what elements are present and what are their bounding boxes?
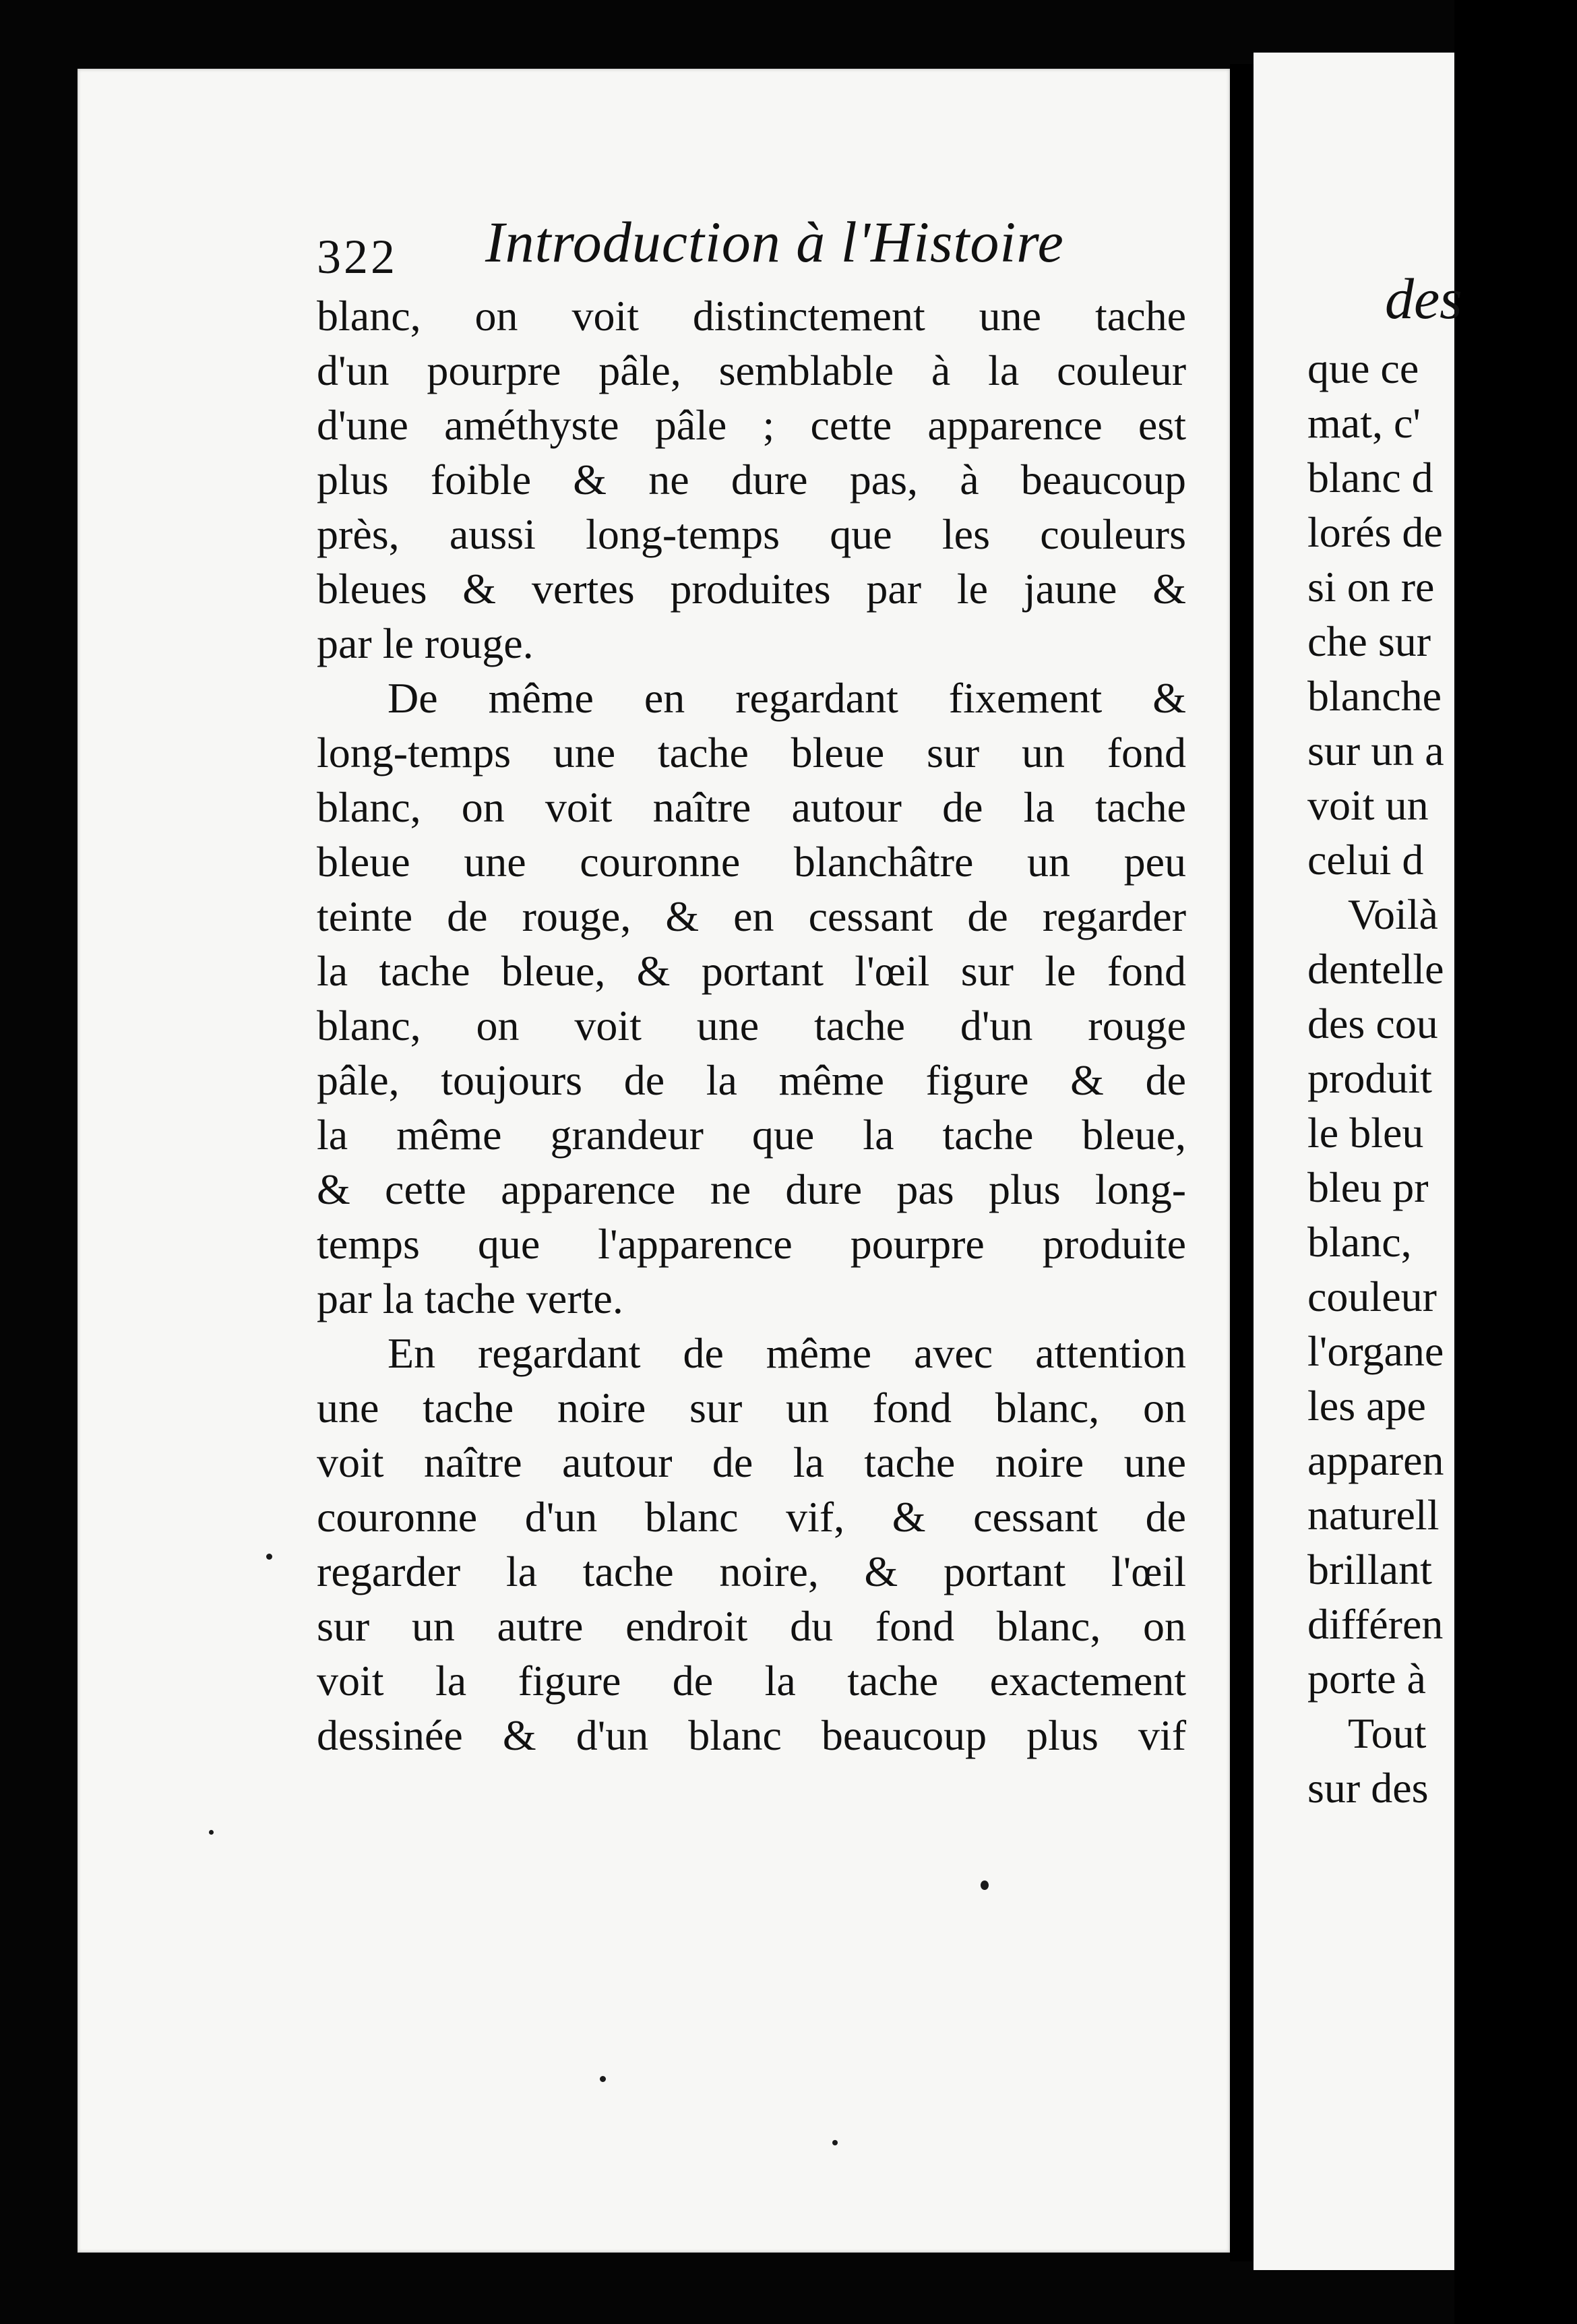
scan-speck bbox=[832, 2140, 838, 2145]
book-gutter bbox=[1230, 64, 1254, 2261]
text-line: blanc, on voit une tache d'un rouge bbox=[317, 1002, 1186, 1049]
text-line: naturell bbox=[1307, 1491, 1440, 1539]
right-page-text bbox=[1307, 341, 1577, 1815]
text-line: sur un a bbox=[1307, 727, 1444, 774]
text-line: & cette apparence ne dure pas plus long- bbox=[317, 1165, 1186, 1213]
text-line: brillant bbox=[1307, 1546, 1432, 1593]
text-line: regarder la tache noire, & portant l'œil bbox=[317, 1548, 1186, 1595]
running-head bbox=[317, 212, 1193, 286]
text-line: plus foible & ne dure pas, à beaucoup bbox=[317, 456, 1186, 503]
text-line: teinte de rouge, & en cessant de regarder bbox=[317, 892, 1186, 940]
text-line: le bleu bbox=[1307, 1109, 1424, 1157]
text-line: che sur bbox=[1307, 617, 1431, 665]
text-line: voit naître autour de la tache noire une bbox=[317, 1438, 1186, 1486]
text-line: sur des bbox=[1307, 1764, 1429, 1812]
text-line: des cou bbox=[1307, 1000, 1438, 1047]
text-line: porte à bbox=[1307, 1655, 1426, 1703]
left-page-text bbox=[317, 288, 1186, 1763]
text-line: près, aussi long-temps que les couleurs bbox=[317, 510, 1186, 558]
text-line: voit la figure de la tache exactement bbox=[317, 1657, 1186, 1705]
text-line: long-temps une tache bleue sur un fond bbox=[317, 729, 1186, 776]
text-line: par la tache verte. bbox=[317, 1275, 623, 1322]
text-line: que ce bbox=[1307, 344, 1419, 392]
scan-speck bbox=[266, 1554, 272, 1560]
text-line: temps que l'apparence pourpre produite bbox=[317, 1220, 1186, 1268]
text-line: dentelle bbox=[1307, 945, 1444, 993]
text-line: si on re bbox=[1307, 563, 1435, 611]
running-head-title: Introduction à l'Histoire bbox=[485, 210, 1064, 274]
text-line: la tache bleue, & portant l'œil sur le fond bbox=[317, 947, 1186, 995]
text-line: bleu pr bbox=[1307, 1163, 1429, 1211]
right-running-head: des bbox=[1385, 266, 1462, 331]
text-line: Tout bbox=[1348, 1709, 1427, 1757]
text-line: couleur bbox=[1307, 1273, 1437, 1320]
text-line: blanc d bbox=[1307, 454, 1433, 501]
text-line: couronne d'un blanc vif, & cessant de bbox=[317, 1493, 1186, 1541]
text-line: blanche bbox=[1307, 672, 1442, 720]
text-line: Voilà bbox=[1348, 890, 1438, 938]
text-line: une tache noire sur un fond blanc, on bbox=[317, 1384, 1186, 1432]
text-line: mat, c' bbox=[1307, 399, 1421, 447]
text-line: sur un autre endroit du fond blanc, on bbox=[317, 1602, 1186, 1650]
text-line: blanc, on voit distinctement une tache bbox=[317, 292, 1186, 340]
text-line: différen bbox=[1307, 1600, 1444, 1648]
text-line: produit bbox=[1307, 1054, 1432, 1102]
text-line: dessinée & d'un blanc beaucoup plus vif bbox=[317, 1711, 1186, 1759]
text-line: blanc, bbox=[1307, 1218, 1412, 1266]
text-line: la même grandeur que la tache bleue, bbox=[317, 1111, 1186, 1159]
text-line: bleue une couronne blanchâtre un peu bbox=[317, 838, 1186, 886]
text-line: d'un pourpre pâle, semblable à la couleur bbox=[317, 346, 1186, 394]
text-line: l'organe bbox=[1307, 1327, 1444, 1375]
text-line: les ape bbox=[1307, 1382, 1426, 1430]
scan-speck bbox=[600, 2076, 606, 2082]
page-number: 322 bbox=[317, 230, 398, 284]
text-line: De même en regardant fixement & bbox=[388, 674, 1186, 722]
text-line: bleues & vertes produites par le jaune & bbox=[317, 565, 1186, 613]
text-line: apparen bbox=[1307, 1436, 1444, 1484]
scan-speck bbox=[981, 1880, 989, 1890]
text-line: pâle, toujours de la même figure & de bbox=[317, 1056, 1186, 1104]
text-line: par le rouge. bbox=[317, 619, 534, 667]
text-line: voit un bbox=[1307, 781, 1429, 829]
text-line: blanc, on voit naître autour de la tache bbox=[317, 783, 1186, 831]
right-page bbox=[1254, 53, 1462, 2270]
text-line: lorés de bbox=[1307, 508, 1443, 556]
text-line: En regardant de même avec attention bbox=[388, 1329, 1186, 1377]
text-line: celui d bbox=[1307, 836, 1424, 884]
text-line: d'une améthyste pâle ; cette apparence est bbox=[317, 401, 1186, 449]
scan-speck bbox=[209, 1830, 214, 1835]
